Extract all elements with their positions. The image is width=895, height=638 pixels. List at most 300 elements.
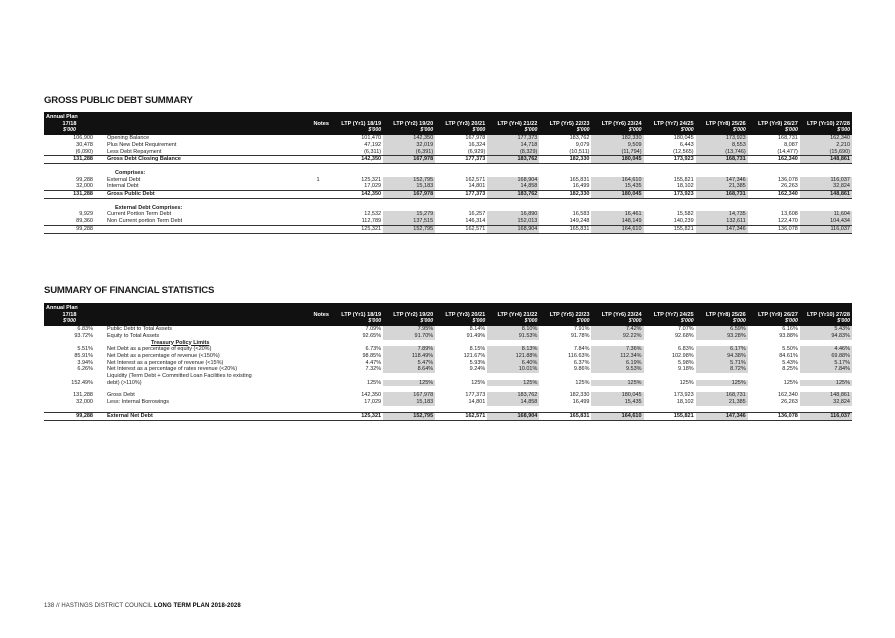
annual-plan-value: 131,288 [44, 191, 95, 199]
cell-value [487, 340, 539, 347]
cell-value: 16,324 [468, 141, 486, 148]
column-header: LTP (Yr7) 24/25 [644, 121, 696, 128]
note-ref [305, 333, 331, 340]
cell-value: 15,582 [676, 211, 694, 218]
cell-value: 32,824 [800, 399, 852, 406]
cell-value [696, 373, 748, 380]
cell-value: 168,731 [777, 135, 798, 142]
note-ref [305, 346, 331, 353]
cell-value: 7.84% [573, 346, 590, 353]
cell-value: 69.88% [800, 353, 852, 360]
note-ref [305, 183, 331, 190]
table-row [44, 142, 852, 149]
cell-value [487, 170, 539, 177]
cell-value [800, 373, 852, 380]
annual-plan-value: 6.83% [77, 326, 93, 333]
annual-plan-value: 106,900 [73, 135, 93, 142]
cell-value [644, 205, 696, 212]
cell-value: 13,608 [781, 211, 798, 218]
note-ref [305, 412, 331, 420]
annual-plan-value: 9,929 [79, 211, 93, 218]
cell-value: 116.63% [568, 352, 590, 359]
cell-value: 168,731 [696, 392, 748, 399]
cell-value: 7.89% [383, 346, 435, 353]
cell-value: 118.49% [383, 353, 435, 360]
table-row [44, 211, 852, 218]
cell-value: 164,610 [591, 225, 643, 233]
row-label: Comprises: [115, 169, 146, 176]
cell-value: 7.07% [678, 326, 694, 333]
annual-plan-value: 6.26% [77, 366, 93, 373]
annual-plan-value: 99,288 [44, 412, 95, 420]
row-label: Net Interest as a percentage of revenue (<15%) [107, 359, 224, 366]
cell-value: 4.47% [365, 359, 382, 366]
cell-value [331, 170, 383, 177]
cell-value [644, 373, 696, 380]
cell-value: 7.42% [591, 326, 643, 333]
page-footer [44, 603, 241, 609]
annual-plan-value: 99,288 [76, 176, 93, 183]
cell-value: 11,604 [800, 211, 852, 218]
cell-value: 92.65% [362, 332, 382, 339]
unit-label: $'000 [44, 318, 95, 326]
column-header-row [44, 121, 852, 128]
cell-value: 7.32% [365, 366, 382, 373]
cell-value [487, 373, 539, 380]
cell-value: 5.71% [696, 360, 748, 367]
cell-value: 121.88% [487, 353, 539, 360]
cell-value: 162,571 [435, 225, 487, 233]
cell-value: (14,477) [777, 148, 798, 155]
cell-value: 180,045 [591, 191, 643, 199]
cell-value: 183,762 [569, 135, 590, 142]
row-label: Internal Debt [107, 183, 139, 190]
cell-value [435, 340, 487, 347]
cell-value: 7.95% [383, 326, 435, 333]
cell-value: 16,461 [591, 211, 643, 218]
cell-value: 125% [800, 380, 852, 387]
cell-value: 10.01% [487, 366, 539, 373]
cell-value: 152,013 [487, 218, 539, 225]
cell-value: 164,610 [591, 412, 643, 420]
cell-value: 8.10% [487, 326, 539, 333]
cell-value [331, 205, 383, 212]
cell-value [748, 340, 800, 347]
unit-label: $'000 [748, 127, 800, 135]
cell-value: 180,045 [591, 392, 643, 399]
financial-statistics-table [44, 303, 852, 421]
annual-plan-value [44, 373, 95, 380]
table-row [44, 135, 852, 142]
note-ref [305, 149, 331, 156]
cell-value: 149,248 [569, 218, 590, 225]
note-ref [305, 366, 331, 373]
row-label: External Net Debt [95, 412, 305, 420]
cell-value: 125% [487, 380, 539, 387]
cell-value: 104,434 [800, 218, 852, 225]
cell-value: (13,746) [696, 149, 748, 156]
section-title: GROSS PUBLIC DEBT SUMMARY [44, 95, 193, 106]
cell-value [331, 340, 383, 347]
cell-value: (6,391) [383, 149, 435, 156]
unit-label: $'000 [383, 127, 435, 135]
unit-header-row [44, 318, 852, 326]
cell-value: 165,831 [569, 176, 590, 183]
cell-value: 142,350 [361, 392, 382, 399]
column-header: LTP (Yr8) 25/26 [696, 312, 748, 319]
cell-value: 112.34% [591, 353, 643, 360]
cell-value: 6.16% [782, 326, 798, 333]
cell-value: 14,858 [487, 183, 539, 190]
cell-value: 177,373 [465, 392, 486, 399]
cell-value: 21,385 [696, 399, 748, 406]
cell-value: 6.19% [591, 360, 643, 367]
table-row [44, 191, 852, 199]
annual-plan-value: 30,478 [76, 141, 93, 148]
cell-value: 18,102 [676, 399, 694, 406]
cell-value: 142,350 [383, 135, 435, 142]
column-header: LTP (Yr9) 26/27 [748, 121, 800, 128]
cell-value: 136,078 [777, 176, 798, 183]
cell-value: 162,340 [748, 191, 800, 199]
cell-value [800, 170, 852, 177]
unit-header-row [44, 127, 852, 135]
cell-value: (11,794) [591, 149, 643, 156]
table-row [44, 373, 852, 380]
row-label: Plus New Debt Requirement [107, 141, 177, 148]
cell-value: 121.67% [463, 352, 486, 359]
row-label: Public Debt to Total Assets [107, 326, 173, 333]
cell-value: 6.40% [487, 360, 539, 367]
cell-value: 182,330 [539, 191, 591, 199]
row-label: Non Current portion Term Debt [107, 218, 183, 225]
cell-value: 148,149 [591, 218, 643, 225]
cell-value: 137,515 [383, 218, 435, 225]
annual-plan-value: (6,090) [75, 148, 93, 155]
cell-value [800, 340, 852, 347]
cell-value: 91.70% [383, 333, 435, 340]
unit-label: $'000 [800, 318, 852, 326]
cell-value: 2,210 [800, 142, 852, 149]
cell-value [435, 373, 487, 380]
cell-value [696, 170, 748, 177]
cell-value: 92.68% [675, 332, 694, 339]
cell-value [591, 205, 643, 212]
cell-value: 125% [679, 379, 694, 386]
cell-value: 16,499 [572, 399, 590, 406]
unit-label: $'000 [644, 127, 696, 135]
annual-plan-value: 5.51% [77, 346, 93, 353]
cell-value: 125% [471, 379, 486, 386]
cell-value: 5.43% [800, 326, 852, 333]
cell-value: 162,571 [435, 412, 487, 420]
table-row [44, 353, 852, 360]
column-header: LTP (Yr9) 26/27 [748, 312, 800, 319]
cell-value: 14,735 [696, 211, 748, 218]
unit-label: $'000 [644, 318, 696, 326]
cell-value [331, 373, 383, 380]
cell-value [696, 340, 748, 347]
cell-value: 93.88% [779, 332, 798, 339]
cell-value: 17,029 [364, 399, 382, 406]
cell-value: 16,583 [572, 211, 590, 218]
cell-value: 125% [591, 380, 643, 387]
cell-value: 177,373 [435, 191, 487, 199]
footer-prefix: 138 // HASTINGS DISTRICT COUNCIL [44, 603, 153, 609]
column-header: LTP (Yr1) 18/19 [331, 121, 383, 128]
column-header: LTP (Yr6) 23/24 [591, 121, 643, 128]
cell-value: 91.53% [487, 333, 539, 340]
unit-label: $'000 [696, 318, 748, 326]
cell-value: 125% [367, 379, 382, 386]
cell-value: 173,923 [644, 191, 696, 199]
cell-value: 182,330 [569, 392, 590, 399]
cell-value: (6,929) [467, 148, 486, 155]
cell-value: 8.14% [469, 326, 486, 333]
cell-value: 148,861 [800, 191, 852, 199]
cell-value: 162,340 [800, 135, 852, 142]
cell-value: 16,890 [487, 211, 539, 218]
cell-value: 180,045 [673, 135, 694, 142]
cell-value: 168,731 [696, 156, 748, 164]
row-label: Net Debt as a percentage of revenue (<150%) [107, 352, 220, 359]
cell-value: 94.83% [800, 333, 852, 340]
cell-value [591, 373, 643, 380]
cell-value: 101,470 [361, 135, 382, 142]
cell-value: 173,923 [673, 392, 694, 399]
column-header: LTP (Yr1) 18/19 [331, 312, 383, 319]
cell-value: 177,373 [487, 135, 539, 142]
unit-label: $'000 [487, 127, 539, 135]
cell-value: 168,904 [487, 225, 539, 233]
cell-value: 162,340 [777, 392, 798, 399]
unit-label: $'000 [487, 318, 539, 326]
cell-value: 21,385 [696, 183, 748, 190]
note-ref [305, 205, 331, 212]
cell-value: 18,102 [676, 183, 694, 190]
cell-value: 15,435 [591, 183, 643, 190]
cell-value: 26,263 [781, 399, 798, 406]
column-header: LTP (Yr10) 27/28 [800, 312, 852, 319]
cell-value: 17,029 [364, 183, 382, 190]
cell-value: 147,346 [696, 225, 748, 233]
annual-plan-header: Annual Plan [44, 112, 95, 121]
cell-value [748, 170, 800, 177]
cell-value: 116,037 [800, 225, 852, 233]
row-label: Gross Debt Closing Balance [95, 156, 305, 164]
cell-value: 5.47% [383, 360, 435, 367]
note-ref [305, 340, 331, 347]
cell-value [539, 170, 591, 177]
cell-value [383, 205, 435, 212]
cell-value: 142,350 [331, 156, 383, 164]
cell-value: 6.59% [696, 326, 748, 333]
column-header: LTP (Yr5) 22/23 [539, 312, 591, 319]
note-ref [305, 392, 331, 399]
cell-value: 142,350 [331, 191, 383, 199]
unit-label: $'000 [44, 127, 95, 135]
cell-value: 6,443 [679, 141, 694, 148]
cell-value: 7.09% [365, 326, 382, 333]
cell-value: 122,470 [777, 218, 798, 225]
cell-value: 152,795 [383, 412, 435, 420]
table-row [44, 218, 852, 225]
cell-value: 147,346 [696, 177, 748, 184]
cell-value: 136,078 [748, 225, 800, 233]
table-row [44, 346, 852, 353]
cell-value: 165,831 [539, 412, 591, 420]
cell-value: 167,978 [383, 392, 435, 399]
cell-value: 32,019 [383, 142, 435, 149]
cell-value: 162,571 [465, 176, 486, 183]
cell-value: 7.84% [800, 366, 852, 373]
cell-value: 5.98% [678, 359, 694, 366]
cell-value: 12,532 [364, 211, 382, 218]
cell-value: 183,762 [487, 191, 539, 199]
column-header: LTP (Yr3) 20/21 [435, 312, 487, 319]
cell-value [748, 205, 800, 212]
row-label: Equity to Total Assets [107, 332, 160, 339]
plan-year-header: 17/18 [44, 121, 95, 128]
row-label: Gross Public Debt [95, 191, 305, 199]
cell-value: 6.73% [365, 346, 382, 353]
cell-value: 94.38% [696, 353, 748, 360]
table-row [44, 156, 852, 164]
cell-value: 9,079 [575, 141, 590, 148]
section-title: SUMMARY OF FINANCIAL STATISTICS [44, 285, 215, 296]
column-header: LTP (Yr2) 19/20 [383, 121, 435, 128]
cell-value: 15,183 [383, 399, 435, 406]
cell-value: 148,861 [800, 156, 852, 164]
unit-label: $'000 [435, 318, 487, 326]
cell-value: (8,329) [487, 149, 539, 156]
cell-value: (15,690) [800, 149, 852, 156]
row-label: Net Debt as a percentage of equity (<20%) [107, 346, 212, 353]
column-header: LTP (Yr4) 21/22 [487, 121, 539, 128]
cell-value: 162,340 [748, 156, 800, 164]
cell-value: 168,904 [487, 177, 539, 184]
cell-value: 167,978 [465, 135, 486, 142]
cell-value [591, 170, 643, 177]
cell-value: 9.53% [591, 366, 643, 373]
cell-value: 146,314 [465, 218, 486, 225]
table-row [44, 399, 852, 406]
row-label: debt) (>110%) [107, 379, 142, 386]
annual-plan-value: 32,000 [76, 183, 93, 190]
annual-plan-value: 93.72% [74, 332, 93, 339]
cell-value: 182,330 [539, 156, 591, 164]
cell-value: 5.17% [800, 360, 852, 367]
cell-value [539, 205, 591, 212]
cell-value: 140,239 [673, 218, 694, 225]
table-row [44, 392, 852, 399]
cell-value: 16,257 [468, 211, 486, 218]
cell-value: 155,821 [644, 225, 696, 233]
cell-value: 167,978 [383, 156, 435, 164]
cell-value: 8,553 [696, 142, 748, 149]
cell-value: 136,078 [748, 412, 800, 420]
table-row [44, 183, 852, 190]
unit-label: $'000 [539, 127, 591, 135]
cell-value [487, 205, 539, 212]
note-ref [305, 225, 331, 233]
cell-value: 165,831 [539, 225, 591, 233]
row-label: Opening Balance [107, 135, 150, 142]
cell-value: 173,923 [696, 135, 748, 142]
footer-document-title: LONG TERM PLAN 2018-2028 [154, 603, 241, 609]
table-row [44, 340, 852, 347]
cell-value: 8.15% [469, 346, 486, 353]
plan-year-header: 17/18 [44, 312, 95, 319]
cell-value [644, 170, 696, 177]
column-header: LTP (Yr2) 19/20 [383, 312, 435, 319]
unit-label: $'000 [539, 318, 591, 326]
table-row [44, 326, 852, 333]
cell-value: 15,279 [383, 211, 435, 218]
cell-value: 4.46% [800, 346, 852, 353]
cell-value: 14,858 [487, 399, 539, 406]
cell-value [800, 205, 852, 212]
unit-label: $'000 [800, 127, 852, 135]
column-header: LTP (Yr8) 25/26 [696, 121, 748, 128]
column-header-row [44, 312, 852, 319]
unit-label: $'000 [435, 127, 487, 135]
table-row [44, 366, 852, 373]
table-row [44, 333, 852, 340]
cell-value: 15,183 [383, 183, 435, 190]
cell-value: 125,321 [331, 412, 383, 420]
cell-value: 6.37% [573, 359, 590, 366]
cell-value [644, 340, 696, 347]
annual-plan-header: Annual Plan [44, 303, 95, 312]
annual-plan-value [44, 170, 95, 177]
cell-value: 9,509 [591, 142, 643, 149]
cell-value: 9.18% [678, 366, 694, 373]
note-ref [305, 191, 331, 199]
cell-value: 14,718 [487, 142, 539, 149]
cell-value [696, 205, 748, 212]
annual-plan-value [44, 340, 95, 347]
annual-plan-value: 85.91% [74, 352, 93, 359]
cell-value: 91.78% [570, 332, 590, 339]
row-label: Current Portion Term Debt [107, 211, 172, 218]
annual-plan-value: 89,360 [76, 218, 93, 225]
cell-value: 7.91% [573, 326, 590, 333]
cell-value: 84.61% [779, 352, 798, 359]
table-row [44, 360, 852, 367]
cell-value: 164,610 [591, 177, 643, 184]
row-label: Treasury Policy Limits [151, 339, 210, 346]
cell-value: 8.13% [487, 346, 539, 353]
column-header: LTP (Yr5) 22/23 [539, 121, 591, 128]
note-ref [305, 353, 331, 360]
cell-value: 125% [575, 379, 590, 386]
cell-value: 5.93% [469, 359, 486, 366]
cell-value: 6.83% [678, 346, 694, 353]
cell-value: (6,311) [364, 148, 382, 155]
cell-value: (12,565) [673, 148, 694, 155]
cell-value: 168,904 [487, 412, 539, 420]
cell-value: 167,978 [383, 191, 435, 199]
cell-value: 91.49% [466, 332, 486, 339]
cell-value: (10,511) [569, 148, 590, 155]
unit-label: $'000 [591, 318, 643, 326]
cell-value: 125% [383, 380, 435, 387]
cell-value: 116,037 [800, 177, 852, 184]
annual-plan-value: 32,000 [76, 399, 93, 406]
cell-value [435, 170, 487, 177]
cell-value: 147,346 [696, 412, 748, 420]
